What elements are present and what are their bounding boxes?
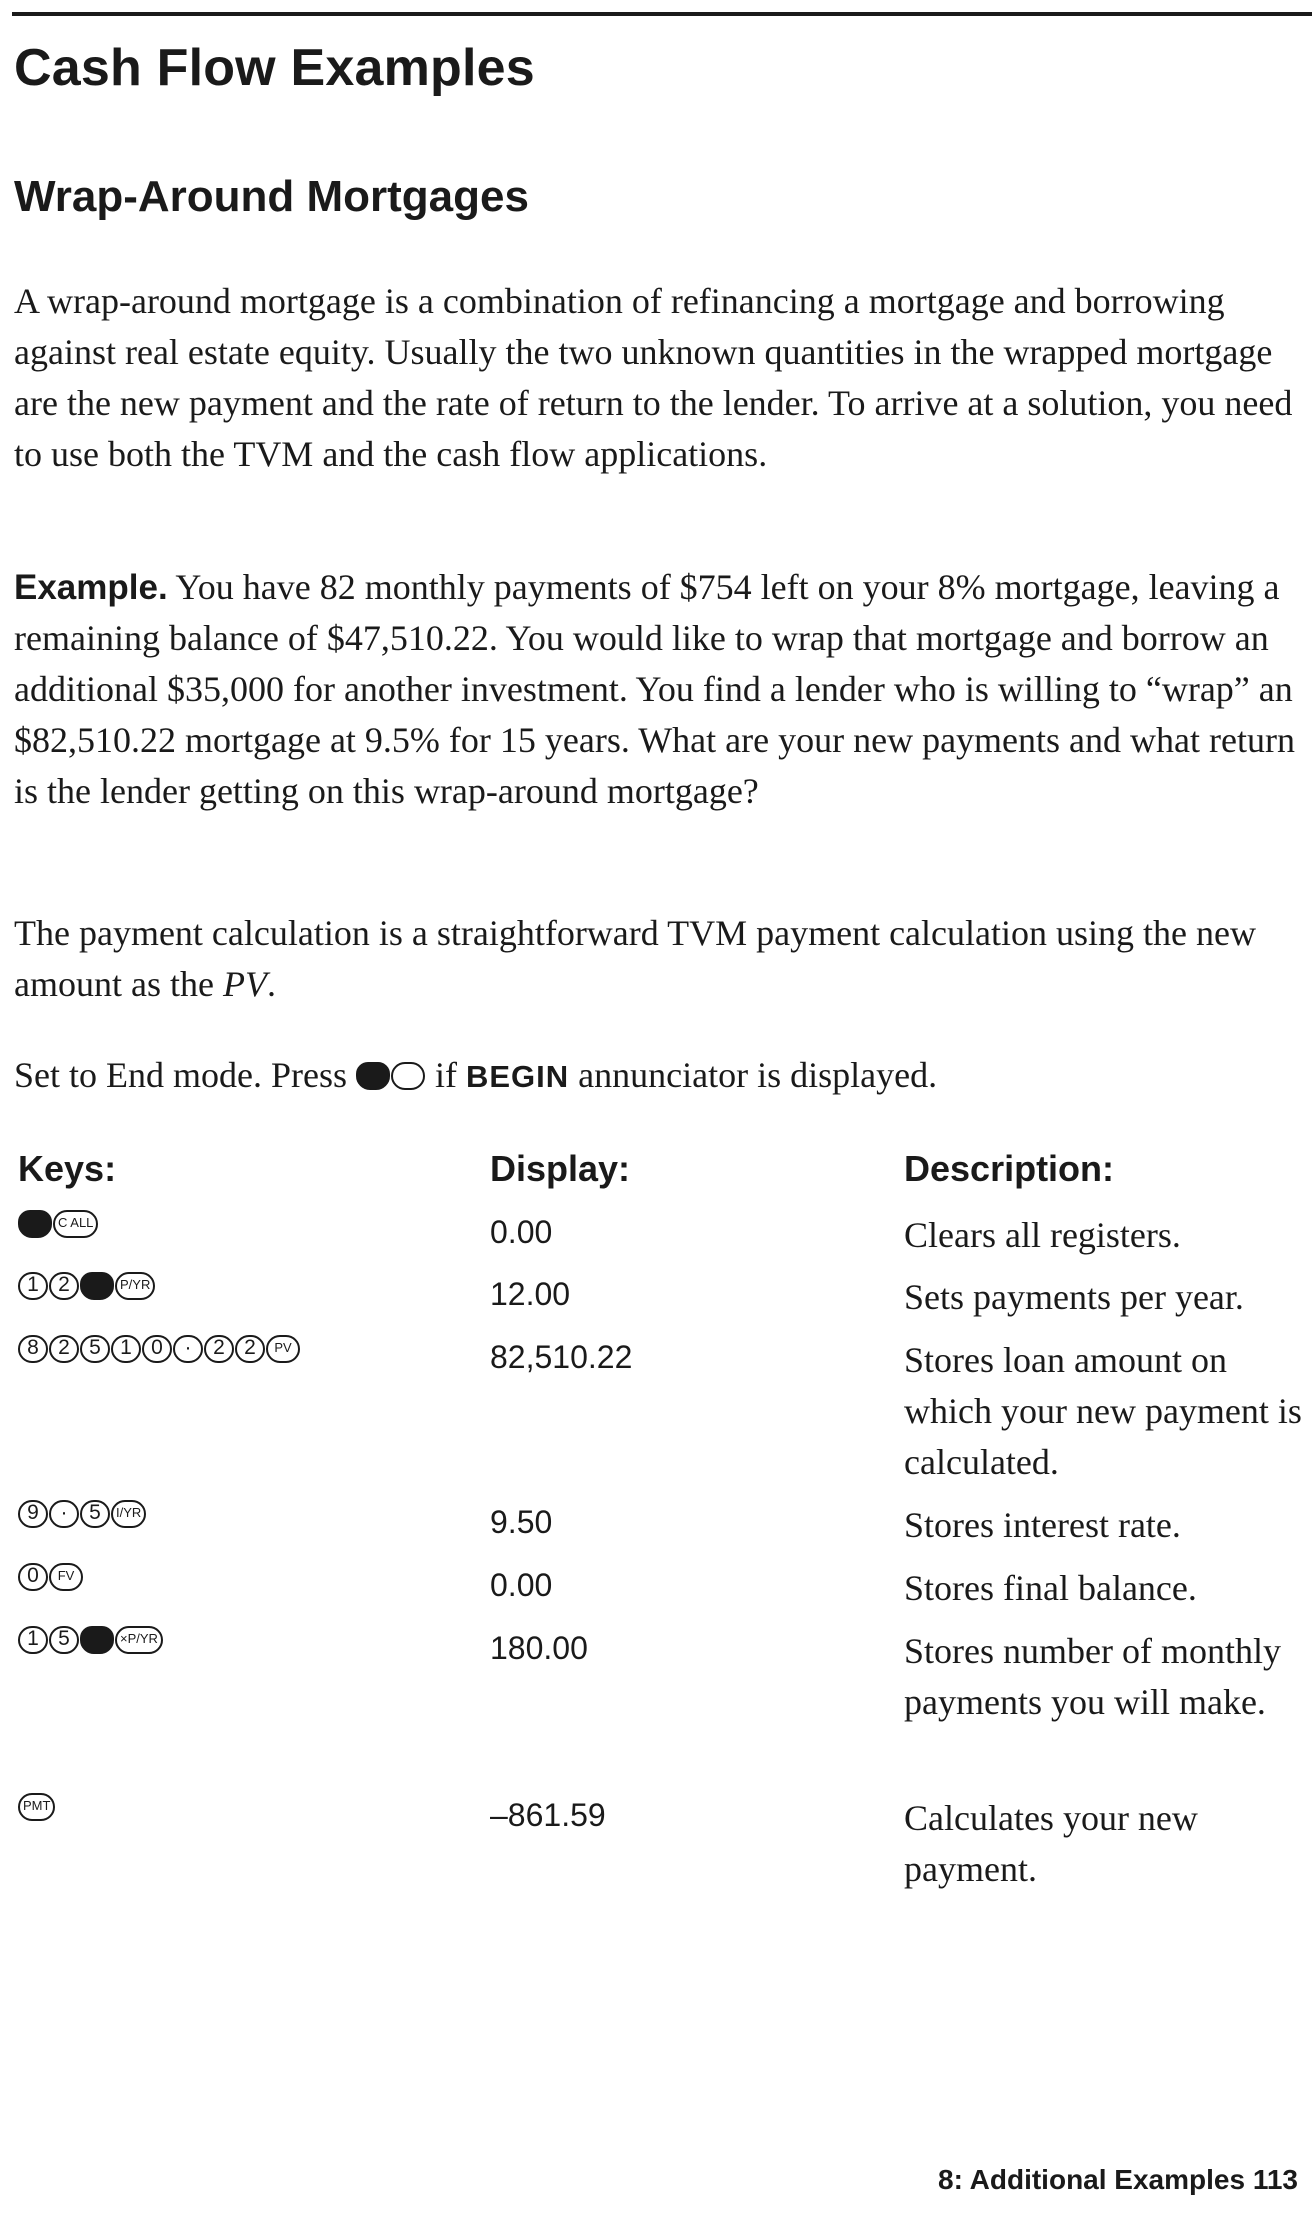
description-text: Calculates your new payment. — [904, 1798, 1198, 1889]
calculator-key-icon: 0 — [18, 1563, 48, 1591]
calculator-key-icon: 8 — [18, 1335, 48, 1363]
description-text: Sets payments per year. — [904, 1277, 1244, 1317]
beg-end-key-icon — [391, 1062, 425, 1090]
description-text: Stores final balance. — [904, 1568, 1197, 1608]
calculator-key-icon: 2 — [49, 1272, 79, 1300]
payment-text-before: The payment calculation is a straightforward TVM payment calculation using the new amount as the — [14, 913, 1256, 1004]
description-text: Stores interest rate. — [904, 1505, 1181, 1545]
calculator-key-icon: 1 — [18, 1626, 48, 1654]
display-value: 0.00 — [490, 1214, 553, 1250]
calculator-key-icon: FV — [49, 1563, 83, 1591]
calculator-key-icon: 1 — [18, 1272, 48, 1300]
calculator-key-icon: 9 — [18, 1500, 48, 1528]
display-value: –861.59 — [490, 1797, 606, 1833]
display-value: 180.00 — [490, 1630, 588, 1666]
description-header: Description: — [904, 1148, 1115, 1189]
shift-key-icon — [18, 1210, 52, 1238]
intro-paragraph: A wrap-around mortgage is a combination of refinancing a mortgage and borrowing against real estate equity. Usually the two unknown quantities in the wrapped mortgage are the new payment and the rate of return to the lender. To arrive at a solution, you need to use both the TVM and the cash flow applications. — [14, 281, 1293, 474]
mode-text-middle: if — [425, 1055, 466, 1095]
display-value: 82,510.22 — [490, 1339, 633, 1375]
top-rule — [12, 12, 1312, 16]
calculator-key-icon: 1 — [111, 1335, 141, 1363]
shift-key-icon — [356, 1062, 390, 1090]
calculator-key-icon: ×P/YR — [115, 1626, 163, 1654]
shift-key-icon — [80, 1626, 114, 1654]
shift-key-icon — [80, 1272, 114, 1300]
payment-text-after: . — [266, 964, 276, 1004]
calculator-key-icon: PV — [266, 1335, 300, 1363]
payment-paragraph — [14, 908, 1304, 1010]
example-paragraph — [14, 562, 1304, 817]
calculator-key-icon: 0 — [142, 1335, 172, 1363]
example-lead: Example. — [14, 568, 168, 607]
calculator-key-icon: 2 — [235, 1335, 265, 1363]
calculator-key-icon: · — [49, 1500, 79, 1528]
keystroke-sequence — [18, 1210, 99, 1238]
keystroke-sequence — [18, 1793, 56, 1821]
calculator-key-icon: I/YR — [111, 1500, 146, 1528]
calculator-key-icon: PMT — [18, 1793, 55, 1821]
mode-text-after: annunciator is displayed. — [569, 1055, 938, 1095]
keystroke-sequence — [18, 1563, 84, 1591]
calculator-key-icon: 2 — [49, 1335, 79, 1363]
page-footer: 8: Additional Examples 113 — [938, 2164, 1298, 2195]
display-value: 9.50 — [490, 1504, 553, 1540]
display-value: 12.00 — [490, 1276, 571, 1312]
display-header: Display: — [490, 1148, 631, 1189]
description-text: Clears all registers. — [904, 1215, 1181, 1255]
description-text: Stores number of monthly payments you will make. — [904, 1631, 1281, 1722]
calculator-key-icon: · — [173, 1335, 203, 1363]
keys-header: Keys: — [18, 1148, 117, 1189]
example-text: You have 82 monthly payments of $754 left on your 8% mortgage, leaving a remaining balance of $47,510.22. You would like to wrap that mortgage and borrow an additional $35,000 for another investment. You find a lender who is willing to “wrap” an $82,510.22 mortgage at 9.5% for 15 years. What are your new payments and what return is the lender getting on this wrap-around mortgage? — [14, 567, 1295, 811]
mode-text-before: Set to End mode. Press — [14, 1055, 356, 1095]
keystroke-sequence — [18, 1272, 156, 1300]
keystroke-sequence — [18, 1335, 301, 1363]
subsection-title: Wrap-Around Mortgages — [14, 172, 529, 221]
description-text: Stores loan amount on which your new payment is calculated. — [904, 1340, 1302, 1482]
calculator-key-icon: P/YR — [115, 1272, 155, 1300]
calculator-key-icon: C ALL — [53, 1210, 98, 1238]
display-value: 0.00 — [490, 1567, 553, 1603]
calculator-key-icon: 5 — [49, 1626, 79, 1654]
keystroke-sequence — [18, 1500, 147, 1528]
calculator-key-icon: 5 — [80, 1335, 110, 1363]
calculator-key-icon: 2 — [204, 1335, 234, 1363]
calculator-key-icon: 5 — [80, 1500, 110, 1528]
keystroke-sequence — [18, 1626, 164, 1654]
pv-term: PV — [222, 964, 267, 1004]
section-title: Cash Flow Examples — [14, 39, 535, 97]
begin-annunciator: BEGIN — [465, 1059, 570, 1094]
mode-paragraph — [14, 1050, 1304, 1102]
